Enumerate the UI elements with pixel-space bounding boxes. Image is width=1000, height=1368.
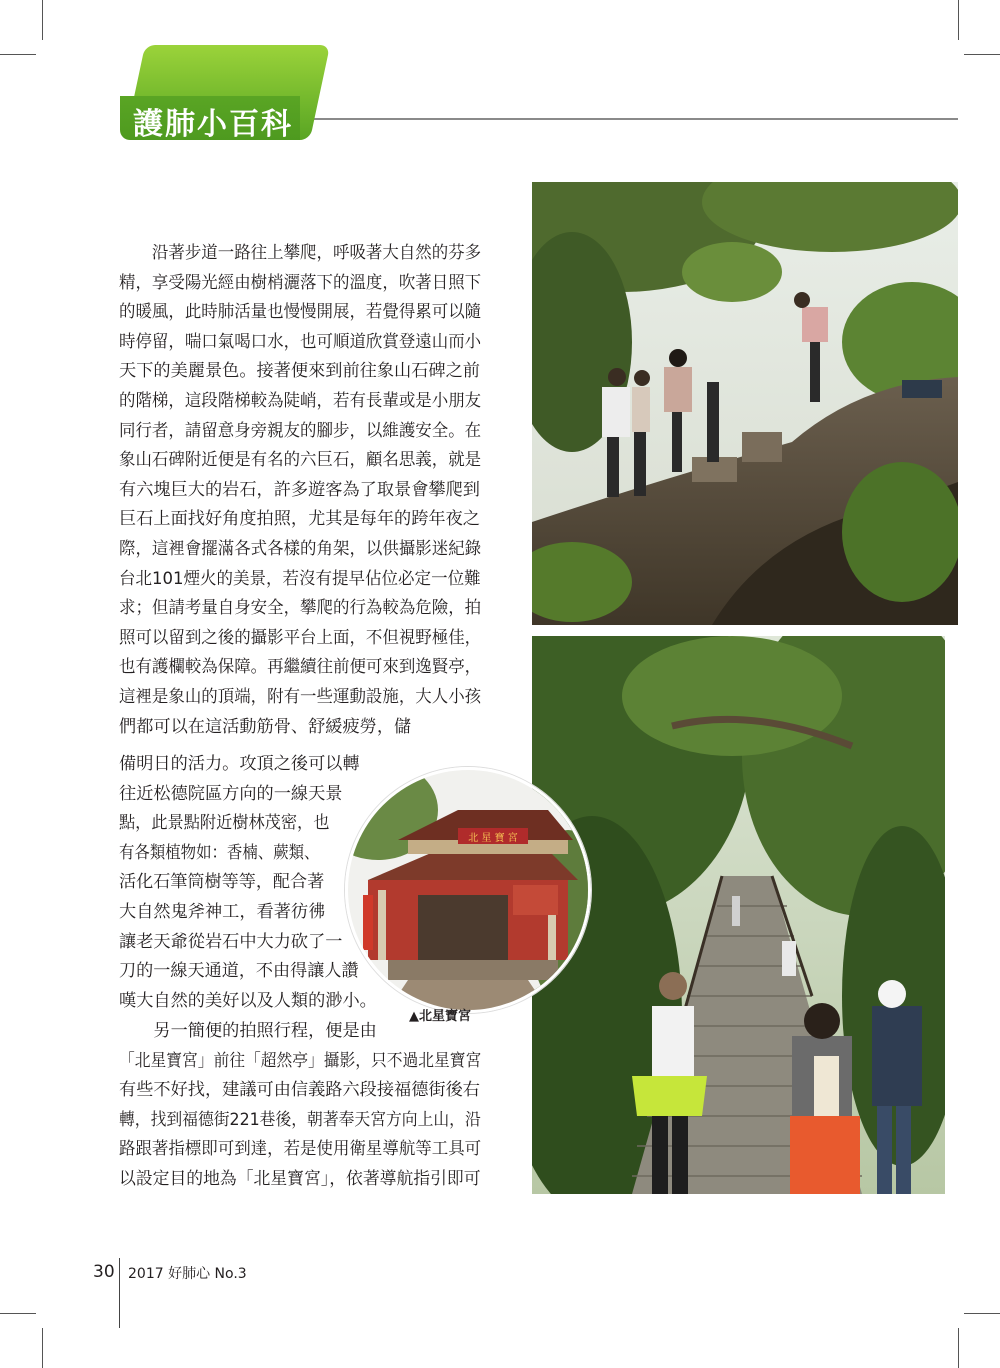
text-line: 的階梯，這段階梯較為陡峭，若有長輩或是小朋友 <box>119 391 482 411</box>
text-line: 往近松德院區方向的一線天景 <box>119 783 343 804</box>
temple-sign: 北 星 寶 宮 <box>468 833 518 844</box>
temple-caption: ▲北星寶宮 <box>409 1009 471 1024</box>
crop-mark <box>0 54 36 55</box>
text-line: 精，享受陽光經由樹梢灑落下的溫度，吹著日照下 <box>119 272 482 293</box>
crop-mark <box>958 0 959 40</box>
text-line: 時停留，喘口氣喝口水，也可順道欣賞登遠山而小 <box>119 331 482 352</box>
text-line: 備明日的活力。攻頂之後可以轉 <box>119 754 360 774</box>
text-line: 象山石碑附近便是有名的六巨石，顧名思義，就是 <box>119 450 482 471</box>
text-line: 轉，找到福德街221巷後，朝著奉天宮方向上山，沿 <box>119 1109 481 1130</box>
page-number: 30 <box>93 1262 115 1282</box>
text-line: 同行者，請留意身旁親友的腳步，以維護安全。在 <box>119 420 482 441</box>
photo-forest-stairs <box>532 636 945 1194</box>
issue-label: 2017 好肺心 No.3 <box>128 1266 247 1282</box>
text-line: 台北101煙火的美景，若沒有提早佔位必定一位難 <box>119 568 481 589</box>
text-line: 有些不好找，建議可由信義路六段接福德街後右 <box>119 1080 480 1101</box>
text-line: 照可以留到之後的攝影平台上面，不但視野極佳， <box>119 627 482 648</box>
text-line: 沿著步道一路往上攀爬，呼吸著大自然的芬多 <box>119 243 482 263</box>
text-line: 巨石上面找好角度拍照，尤其是每年的跨年夜之 <box>119 509 480 530</box>
text-line: 求；但請考量自身安全，攀爬的行為較為危險，拍 <box>119 598 482 619</box>
text-line: 們都可以在這活動筋骨、舒緩疲勞，儲 <box>119 716 412 737</box>
text-line: 有六塊巨大的岩石，許多遊客為了取景會攀爬到 <box>119 479 480 500</box>
crop-mark <box>0 1313 36 1314</box>
photo-climbing-rocks <box>532 182 958 625</box>
text-line: 讓老天爺從岩石中大力砍了一 <box>119 931 343 952</box>
footer-rule <box>119 1258 120 1328</box>
crop-mark <box>42 1328 43 1368</box>
crop-mark <box>958 1328 959 1368</box>
text-line: 活化石筆筒樹等等，配合著 <box>119 872 325 893</box>
text-line: 也有護欄較為保障。再繼續往前便可來到逸賢亭， <box>119 657 482 678</box>
crop-mark <box>964 1313 1000 1314</box>
text-line: 的暖風，此時肺活量也慢慢開展，若覺得累可以隨 <box>119 302 482 323</box>
text-line: 「北星寶宮」前往「超然亭」攝影，只不過北星寶宮 <box>119 1050 482 1071</box>
text-line: 路跟著指標即可到達，若是使用衛星導航等工具可 <box>119 1139 482 1160</box>
text-line: 天下的美麗景色。接著便來到前往象山石碑之前 <box>119 361 480 382</box>
text-line: 另一簡便的拍照行程，便是由 <box>119 1021 377 1041</box>
header-rule <box>230 118 958 120</box>
text-line: 以設定目的地為「北星寶宮」，依著導航指引即可 <box>119 1169 481 1189</box>
photo-temple-circle <box>345 767 591 1013</box>
crop-mark <box>964 54 1000 55</box>
text-line: 點，此景點附近樹林茂密，也 <box>119 813 330 834</box>
section-title: 護肺小百科 <box>133 107 293 142</box>
text-line: 際，這裡會擺滿各式各樣的角架，以供攝影迷紀錄 <box>119 539 482 559</box>
text-line: 刀的一線天通道，不由得讓人讚 <box>119 961 359 982</box>
text-line: 有各類植物如：香楠、蕨類、 <box>119 842 320 863</box>
text-line: 嘆大自然的美好以及人類的渺小。 <box>119 990 377 1011</box>
text-line: 這裡是象山的頂端，附有一些運動設施，大人小孩 <box>119 687 482 707</box>
crop-mark <box>42 0 43 40</box>
text-line: 大自然鬼斧神工，看著彷彿 <box>119 902 326 922</box>
